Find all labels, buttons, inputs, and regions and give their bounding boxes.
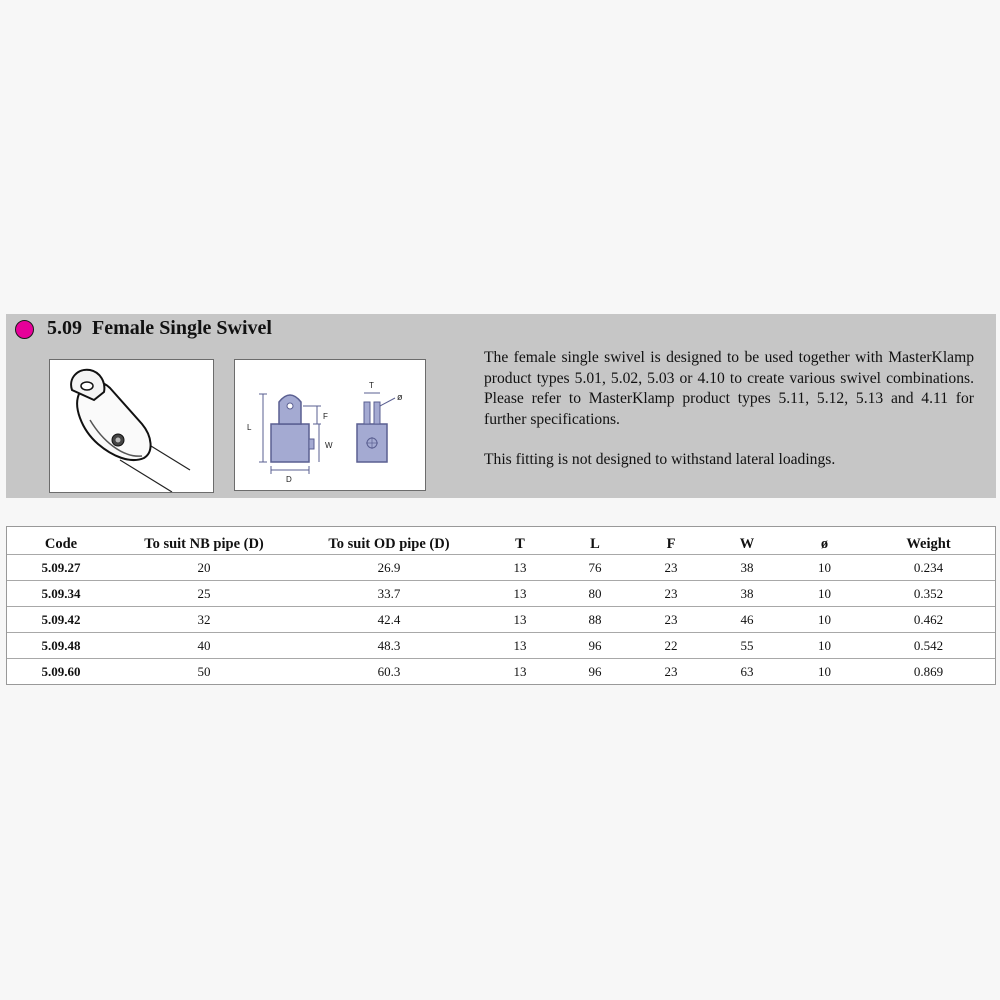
cell-nb: 20: [115, 555, 293, 581]
cell-w: 46: [707, 607, 787, 633]
spec-table-container: [6, 526, 996, 685]
cell-od: 33.7: [293, 581, 485, 607]
table-row: [7, 555, 995, 581]
header-dia: ø: [820, 536, 829, 552]
product-bullet-icon: [15, 320, 34, 339]
header-od-pipe: To suit OD pipe (D): [328, 536, 450, 552]
cell-nb: 40: [115, 633, 293, 659]
cell-w: 38: [707, 555, 787, 581]
cell-t: 13: [485, 581, 555, 607]
cell-f: 23: [635, 581, 707, 607]
cell-dia: 10: [787, 555, 862, 581]
cell-weight: 0.234: [862, 555, 995, 581]
swivel-photo-icon: [50, 360, 213, 492]
technical-drawing: [234, 359, 426, 491]
cell-weight: 0.869: [862, 659, 995, 685]
cell-nb: 50: [115, 659, 293, 685]
header-l: L: [590, 536, 600, 552]
cell-od: 26.9: [293, 555, 485, 581]
dim-label-w: W: [325, 441, 333, 450]
dim-label-l: L: [247, 423, 252, 432]
cell-nb: 32: [115, 607, 293, 633]
cell-od: 42.4: [293, 607, 485, 633]
cell-t: 13: [485, 555, 555, 581]
table-row: [7, 633, 995, 659]
product-header-panel: [6, 314, 996, 498]
cell-dia: 10: [787, 581, 862, 607]
cell-l: 88: [555, 607, 635, 633]
cell-od: 48.3: [293, 633, 485, 659]
cell-f: 22: [635, 633, 707, 659]
description-paragraph-2: This fitting is not designed to withstand lateral loadings.: [484, 451, 836, 468]
cell-f: 23: [635, 555, 707, 581]
cell-code: 5.09.48: [7, 633, 115, 659]
cell-t: 13: [485, 633, 555, 659]
header-code: Code: [44, 536, 78, 552]
header-weight: Weight: [906, 536, 951, 552]
cell-w: 38: [707, 581, 787, 607]
cell-code: 5.09.60: [7, 659, 115, 685]
cell-l: 80: [555, 581, 635, 607]
spec-table: [7, 527, 995, 684]
header-t: T: [515, 536, 525, 552]
cell-w: 63: [707, 659, 787, 685]
table-row: [7, 607, 995, 633]
cell-l: 96: [555, 633, 635, 659]
header-f: F: [666, 536, 676, 552]
cell-code: 5.09.34: [7, 581, 115, 607]
cell-weight: 0.542: [862, 633, 995, 659]
table-row: [7, 659, 995, 685]
cell-dia: 10: [787, 633, 862, 659]
cell-code: 5.09.27: [7, 555, 115, 581]
dimension-drawing: [235, 360, 425, 490]
cell-l: 76: [555, 555, 635, 581]
product-photo: [49, 359, 214, 493]
cell-od: 60.3: [293, 659, 485, 685]
cell-code: 5.09.42: [7, 607, 115, 633]
header-nb-pipe: To suit NB pipe (D): [144, 536, 264, 552]
header-w: W: [739, 536, 755, 552]
dim-label-f: F: [323, 412, 328, 421]
description-paragraph-1: The female single swivel is designed to be used together with MasterKlamp product types 5.01, 5.02, 5.03 or 4.10 to create various swivel combinations. Please refer to MasterKlamp product types 5.11, 5.12, 5.13 and 4.11 for further specifications.: [484, 349, 974, 428]
cell-nb: 25: [115, 581, 293, 607]
table-header-row: [7, 527, 995, 555]
dim-label-t: T: [369, 381, 374, 390]
table-row: [7, 581, 995, 607]
cell-weight: 0.352: [862, 581, 995, 607]
cell-t: 13: [485, 607, 555, 633]
dim-label-d: D: [286, 475, 292, 484]
dim-label-dia: ø: [397, 392, 403, 402]
product-title: 5.09 Female Single Swivel: [47, 317, 272, 339]
cell-f: 23: [635, 659, 707, 685]
cell-dia: 10: [787, 659, 862, 685]
cell-f: 23: [635, 607, 707, 633]
cell-t: 13: [485, 659, 555, 685]
cell-w: 55: [707, 633, 787, 659]
product-description: [484, 348, 974, 471]
cell-l: 96: [555, 659, 635, 685]
cell-dia: 10: [787, 607, 862, 633]
cell-weight: 0.462: [862, 607, 995, 633]
